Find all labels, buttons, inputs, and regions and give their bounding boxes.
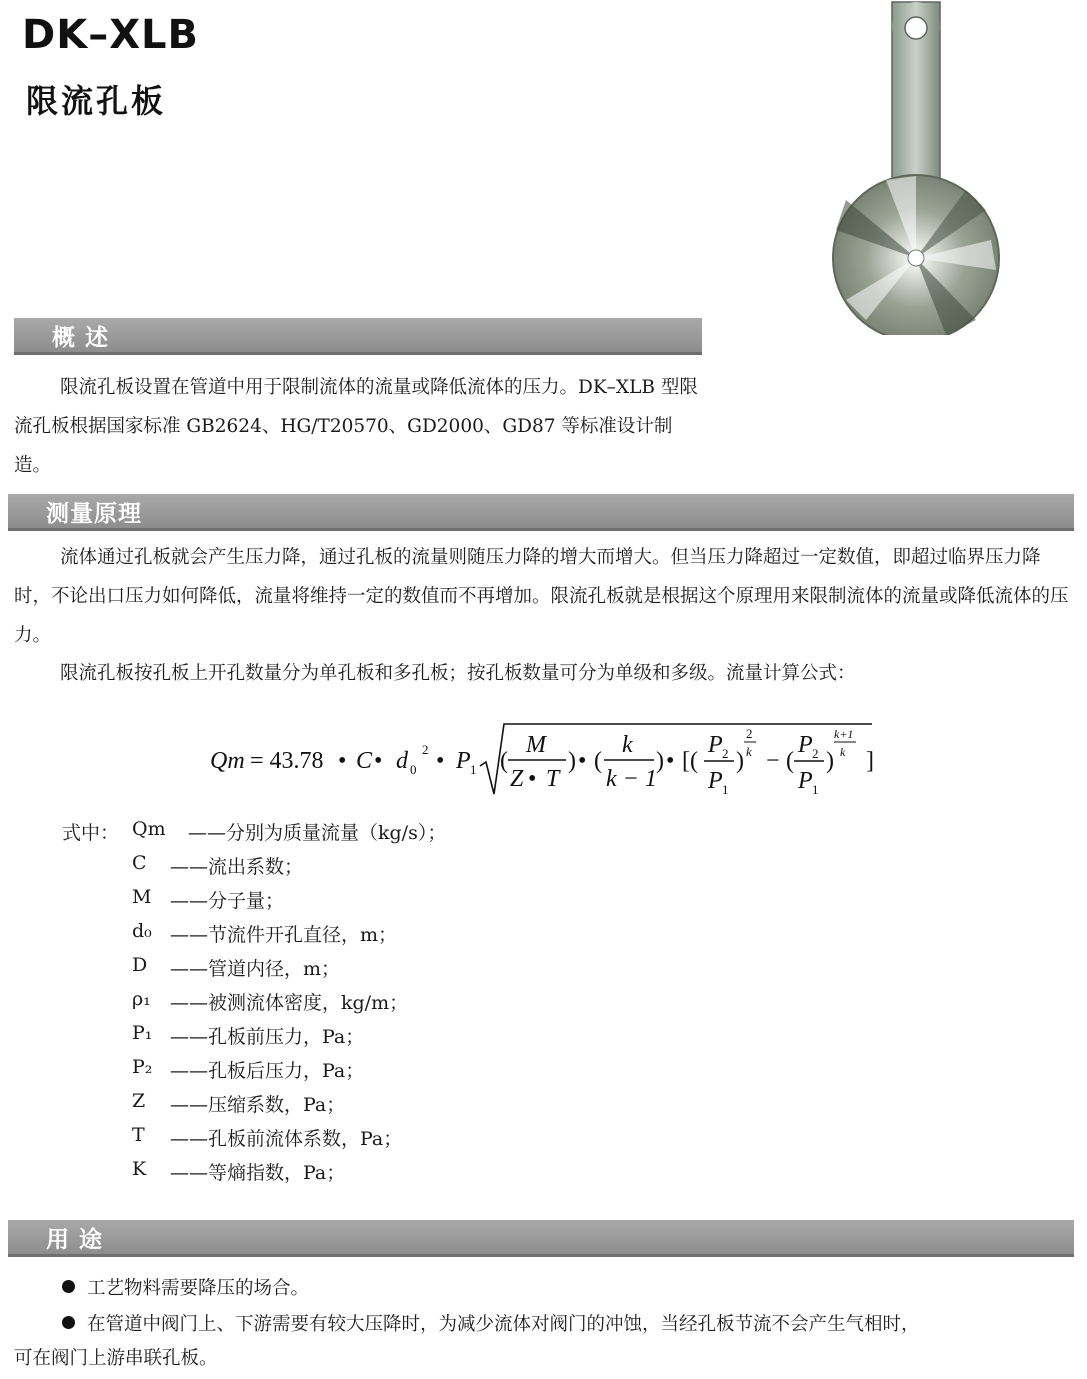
symbol-name: P₁ xyxy=(132,1022,153,1044)
svg-text:•: • xyxy=(528,766,537,792)
svg-text:2: 2 xyxy=(722,746,729,761)
formula-lhs: Qm xyxy=(210,748,245,774)
symbol-name: Z xyxy=(132,1090,146,1112)
formula-Z: Z xyxy=(510,766,524,792)
usage-bullet-2-continuation: 可在阀门上游串联孔板。 xyxy=(14,1348,218,1369)
formula-d-sub: 0 xyxy=(410,762,417,777)
section-title-principle: 测量原理 xyxy=(46,501,142,527)
symbol-name: d₀ xyxy=(132,920,152,942)
symbol-definition: ——孔板前流体系数，Pa； xyxy=(170,1128,403,1150)
formula-dot-3: • xyxy=(436,748,445,774)
formula-k: k xyxy=(622,732,633,758)
svg-text:1: 1 xyxy=(812,782,819,797)
symbol-definition: ——流出系数； xyxy=(170,856,304,878)
svg-text:(: ( xyxy=(594,748,602,774)
section-title-overview: 概 述 xyxy=(52,325,110,351)
usage-bullet-1-text: 工艺物料需要降压的场合。 xyxy=(87,1278,310,1299)
symbol-name: T xyxy=(132,1124,145,1146)
symbol-definition: ——孔板前压力，Pa； xyxy=(170,1026,365,1048)
principle-paragraph-2: 限流孔板按孔板上开孔数量分为单孔板和多孔板；按孔板数量可分为单级和多级。流量计算公式： xyxy=(60,663,856,684)
svg-text:): ) xyxy=(826,748,834,774)
symbol-definition: ——被测流体密度，kg/m； xyxy=(170,992,409,1014)
symbol-name: C xyxy=(132,852,147,874)
section-header-usage xyxy=(8,1220,1074,1257)
section-header-overview xyxy=(14,318,702,355)
svg-text:): ) xyxy=(568,748,576,774)
usage-bullet-2 xyxy=(62,1310,1076,1336)
symbol-definition: ——压缩系数，Pa； xyxy=(170,1094,346,1116)
svg-text:): ) xyxy=(656,748,664,774)
section-title-usage: 用 途 xyxy=(46,1227,104,1253)
symbol-name: Qm xyxy=(132,818,166,840)
formula-P: P xyxy=(456,748,471,774)
orifice-plate-image xyxy=(826,0,1006,335)
svg-text:(: ( xyxy=(500,748,508,774)
usage-bullet-1 xyxy=(62,1274,309,1300)
formula-C: C xyxy=(356,748,373,774)
svg-text:]: ] xyxy=(866,748,874,774)
symbol-name: K xyxy=(132,1158,147,1180)
principle-paragraph-1: 流体通过孔板就会产生压力降，通过孔板的流量则随压力降的增大而增大。但当压力降超过一定数值，即超过临界压力降时，不论出口压力如何降低，流量将维持一定的数值而不再增加。限流孔板就是根据这个原理用来限制流体的流量或降低流体的压力。 xyxy=(14,547,1069,646)
symbol-name: P₂ xyxy=(132,1056,153,1078)
symbol-name: M xyxy=(132,886,152,908)
formula-P-sub: 1 xyxy=(470,762,477,777)
svg-text:[(: [( xyxy=(682,748,698,774)
symbol-definition: ——等熵指数，Pa； xyxy=(170,1162,346,1184)
svg-text:−: − xyxy=(766,748,780,774)
formula-d-sup: 2 xyxy=(422,742,429,757)
overview-text: 限流孔板设置在管道中用于限制流体的流量或降低流体的压力。DK–XLB 型限流孔板根据国家标准 GB2624、HG/T20570、GD2000、GD87 等标准设计制造。 xyxy=(14,377,698,476)
bullet-icon xyxy=(62,1316,75,1329)
formula-dot-1: • xyxy=(338,748,347,774)
product-name: 限流孔板 xyxy=(26,82,167,120)
svg-text:): ) xyxy=(736,748,744,774)
usage-bullet-2-text: 在管道中阀门上、下游需要有较大压降时，为减少流体对阀门的冲蚀，当经孔板节流不会产生气相时， xyxy=(87,1314,920,1335)
svg-text:P: P xyxy=(708,768,723,794)
svg-text:•: • xyxy=(666,748,675,774)
symbol-name: D xyxy=(132,954,148,976)
formula-eq: = 43.78 xyxy=(250,748,324,774)
svg-text:P: P xyxy=(798,768,813,794)
flow-formula xyxy=(210,716,890,806)
symbol-definition: ——分别为质量流量（kg/s）； xyxy=(188,822,447,844)
model-title: DK–XLB xyxy=(22,12,200,58)
formula-M: M xyxy=(526,732,546,758)
section-header-principle xyxy=(8,494,1074,531)
formula-dot-2: • xyxy=(374,748,383,774)
formula-d: d xyxy=(396,748,408,774)
svg-text:(: ( xyxy=(786,748,794,774)
symbol-name: ρ₁ xyxy=(132,988,151,1010)
svg-text:P: P xyxy=(708,732,723,758)
symbol-definition: ——节流件开孔直径，m； xyxy=(170,924,398,946)
svg-text:2: 2 xyxy=(812,746,819,761)
svg-text:P: P xyxy=(798,732,813,758)
svg-text:1: 1 xyxy=(722,782,729,797)
formula-T: T xyxy=(546,766,560,792)
symbol-definition: ——管道内径，m； xyxy=(170,958,341,980)
svg-text:k+1: k+1 xyxy=(834,727,854,741)
symbol-definition: ——孔板后压力，Pa； xyxy=(170,1060,365,1082)
symbol-prefix: 式中： xyxy=(62,822,120,844)
svg-text:k: k xyxy=(746,744,752,759)
formula-k-minus-1: k − 1 xyxy=(606,766,657,792)
svg-text:2: 2 xyxy=(746,726,753,741)
symbol-definition: ——分子量； xyxy=(170,890,285,912)
svg-text:k: k xyxy=(840,745,846,759)
bullet-icon xyxy=(62,1280,75,1293)
svg-text:•: • xyxy=(578,748,587,774)
